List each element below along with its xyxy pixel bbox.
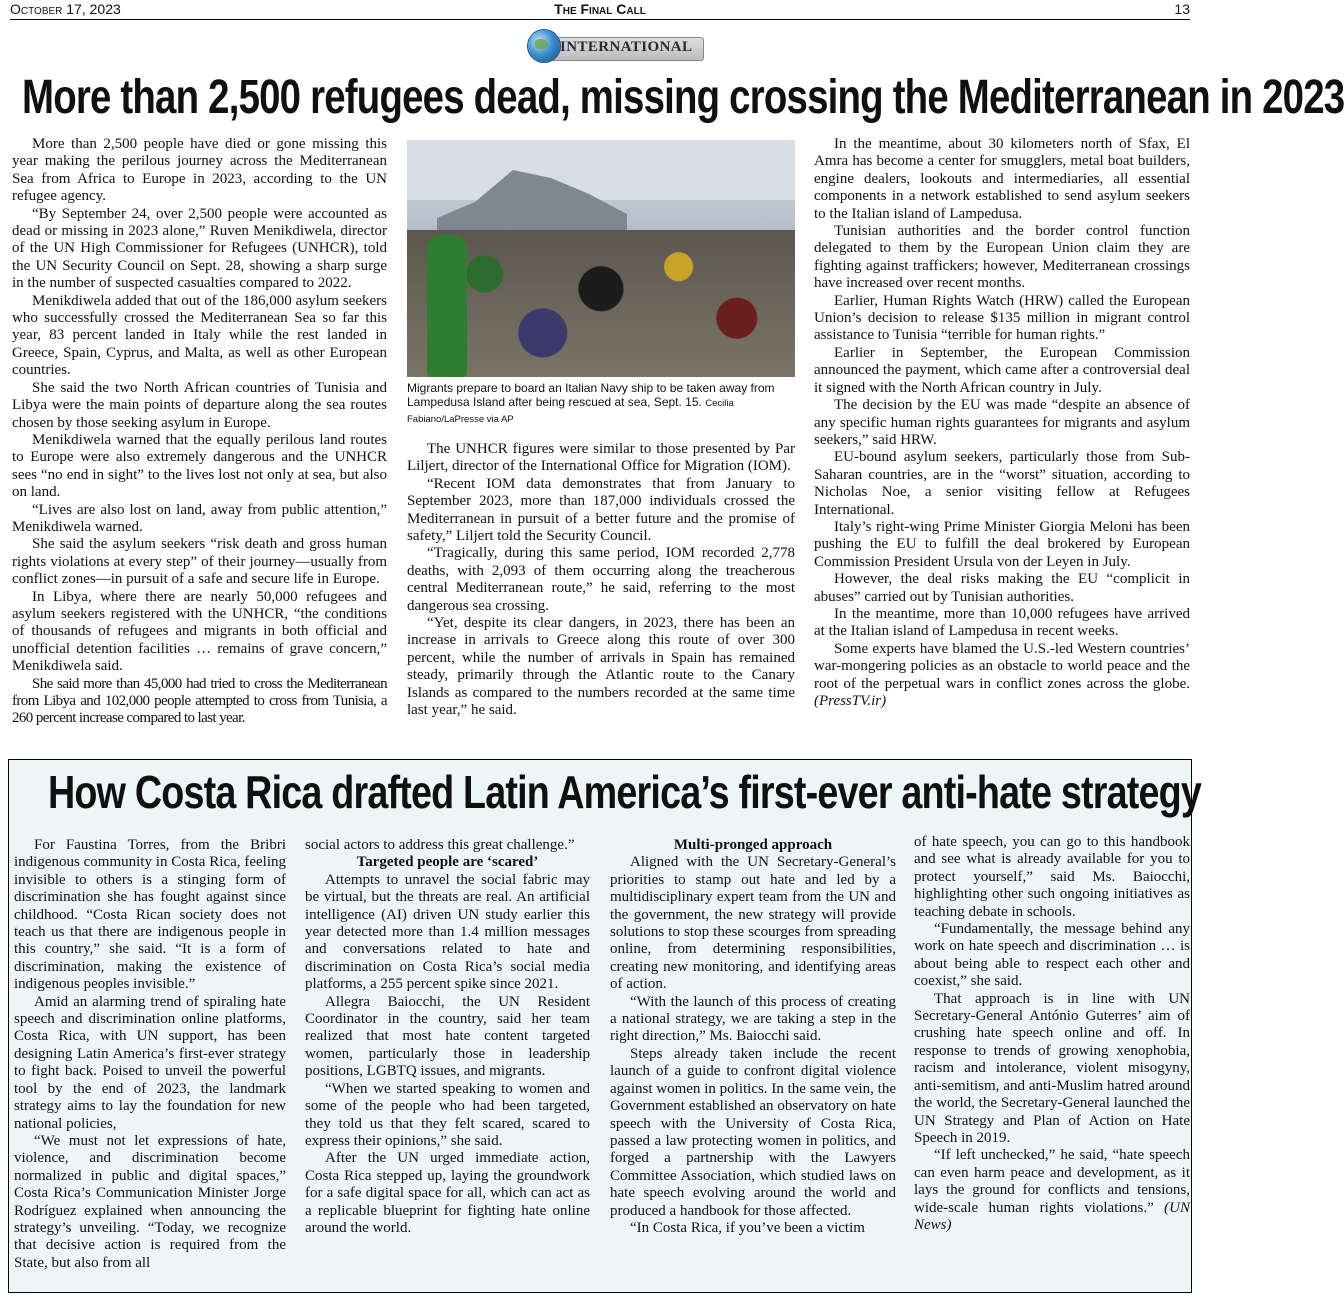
- photo-caption: [407, 381, 795, 427]
- article2-headline: How Costa Rica drafted Latin America’s first-ever anti-hate strategy: [48, 766, 1202, 818]
- paragraph: In Libya, where there are nearly 50,000 refugees and asylum seekers registered with the UNHCR, “the conditions of thousands of refugees and migrants in both official and unofficial detention facilities … remains of grave concern,” Menikdiwela said.: [12, 588, 387, 675]
- paragraph: In the meantime, about 30 kilometers north of Sfax, El Amra has become a center for smugglers, metal boat builders, engine dealers, lookouts and intermediaries, all essential components in a network established to send asylum seekers to the Italian island of Lampedusa.: [814, 136, 1190, 222]
- paragraph: Aligned with the UN Secretary-General’s priorities to stamp out hate and led by a multidisciplinary expert team from the UN and the government, the new strategy will provide solutions to stop these scourges from spreading online, from determining responsibilities, creating new monitoring, and identifying areas of action.: [610, 854, 896, 993]
- article2-column-3: [610, 837, 896, 1237]
- photo-figure: [427, 235, 467, 377]
- paragraph: That approach is in line with UN Secretary-General António Guterres’ aim of crushing hate speech online and off. In response to trends of growing xenophobia, racism and intolerance, violent misogyny, anti-semitism, and anti-Muslim hatred around the world, the Secretary-General launched the UN Strategy and Plan of Action on Hate Speech in 2019.: [914, 990, 1190, 1146]
- paragraph-text: “If left unchecked,” he said, “hate speech can even harm peace and development, as it lays the ground for conflicts and tensions, wide-scale human rights violations.”: [914, 1147, 1190, 1216]
- paragraph: of hate speech, you can go to this handbook and see what is already available for you to protect yourself,” said Ms. Baiocchi, highlighting other such ongoing initiatives as teaching debate in schools.: [914, 834, 1190, 920]
- masthead: [10, 1, 1190, 19]
- article1-column-2: [407, 441, 795, 720]
- paragraph: “In Costa Rica, if you’ve been a victim: [630, 1219, 865, 1236]
- paragraph: In the meantime, more than 10,000 refugees have arrived at the Italian island of Lampedusa in recent weeks.: [814, 605, 1190, 640]
- paragraph: “When we started speaking to women and some of the people who had been targeted, they told us that they felt scared, scared to express their opinions,” she said.: [305, 1080, 590, 1149]
- article1-source: (PressTV.ir): [814, 693, 887, 709]
- top-rule: [10, 19, 1190, 20]
- article2-source: (UN News): [914, 1199, 1191, 1233]
- paragraph: She said the two North African countries of Tunisia and Libya were the main points of departure along the sea routes chosen by those seeking asylum in Europe.: [12, 379, 387, 431]
- paragraph: “We must not let expressions of hate, violence, and discrimination become normalized in public and digital spaces,” Costa Rica’s Communication Minister Jorge Rodríguez explained when announcing the strategy’s unveiling. “Today, we recognize that decisive action is required from the State, but also from all: [14, 1132, 286, 1271]
- paragraph: EU-bound asylum seekers, particularly those from Sub-Saharan countries, are in the “worst” situation, according to Nicholas Noe, a senior visiting fellow at Refugees International.: [814, 449, 1190, 518]
- paragraph: “Yet, despite its clear dangers, in 2023, there has been an increase in arrivals to Greece along this route of over 300 percent, while the number of arrivals in Spain has remained steady, primarily through the Atlantic route to the Canary Islands as compared to the numbers recorded at the same time last year,” he said.: [407, 615, 795, 719]
- page-number: 13: [1174, 1, 1190, 17]
- caption-text: Migrants prepare to board an Italian Navy ship to be taken away from Lampedusa Island after being rescued at sea, Sept. 15.: [407, 381, 775, 409]
- article2-column-2: [305, 837, 590, 1237]
- paragraph: However, the deal risks making the EU “complicit in abuses” carried out by Tunisian authorities.: [814, 571, 1190, 605]
- paragraph: “Fundamentally, the message behind any work on hate speech and discrimination … is about being able to respect each other and coexist,” she said.: [914, 921, 1190, 990]
- paragraph: Tunisian authorities and the border control function delegated to them by the European Union claim they are fighting against traffickers; however, Mediterranean crossings have increased over recent months.: [814, 223, 1190, 292]
- paragraph-text: Some experts have blamed the U.S.-led Western countries’ war-mongering policies as an obstacle to world peace and the root of the perpetual wars in conflict zones across the globe.: [814, 640, 1190, 692]
- paragraph: “With the launch of this process of creating a national strategy, we are taking a step in the right direction,” Ms. Baiocchi said.: [610, 993, 896, 1045]
- issue-date: October 17, 2023: [10, 1, 121, 17]
- paragraph: Attempts to unravel the social fabric may be virtual, but the threats are real. An artificial intelligence (AI) driven UN study earlier this year detected more than 1.4 million messages and conversations related to hate and discrimination on Costa Rica’s social media platforms, a 255 percent spike since 2021.: [305, 871, 590, 993]
- paragraph: [814, 641, 1190, 711]
- photo-credit: Cecilia Fabiano/LaPresse via AP: [407, 398, 734, 425]
- paragraph: “By September 24, over 2,500 people were accounted as dead or missing in 2023 alone,” Ruven Menikdiwela, director of the UN High Commissioner for Refugees (UNHCR), told the UN Security Council on Sept. 28, showing a sharp surge in the number of suspected casualties compared to 2022.: [12, 205, 387, 292]
- paragraph: Menikdiwela warned that the equally perilous land routes to Europe were also extremely dangerous and the UNHCR sees “no end in sight” to the lives lost not only at sea, but also on land.: [12, 431, 387, 501]
- paragraph: She said more than 45,000 had tried to cross the Mediterranean from Libya and 102,000 people attempted to cross from Tunisia, a 260 percent increase compared to last year.: [12, 675, 387, 727]
- paragraph: She said the asylum seekers “risk death and gross human rights violations at every step” of their journey—usually from conflict zones—in pursuit of a safe and secure life in Europe.: [12, 536, 387, 588]
- paragraph: More than 2,500 people have died or gone missing this year making the perilous journey across the Mediterranean Sea from Africa to Europe in 2023, according to the UN refugee agency.: [12, 136, 387, 205]
- article1-column-3: [814, 136, 1190, 710]
- subhead-targeted: Targeted people are ‘scared’: [356, 854, 539, 871]
- migrants-photo: [407, 140, 795, 377]
- paragraph: “Lives are also lost on land, away from public attention,” Menikdiwela warned.: [12, 501, 387, 535]
- paragraph: For Faustina Torres, from the Bribri indigenous community in Costa Rica, feeling invisible to others is a stinging form of discrimination she has fought against since childhood. “Costa Rican society does not teach us that there are indigenous people in this country,” she said. “It is a form of discrimination, making the existence of indigenous peoples invisible.”: [14, 837, 286, 993]
- paragraph: Earlier in September, the European Commission announced the payment, which came after a controversial deal it signed with the North African country in July.: [814, 344, 1190, 396]
- section-label: INTERNATIONAL: [560, 39, 693, 55]
- paragraph: “Recent IOM data demonstrates that from January to September 2023, more than 187,000 individuals crossed the Mediterranean in pursuit of a better future and the promise of safety,” Liljert told the Security Council.: [407, 475, 795, 545]
- globe-icon: [528, 30, 560, 62]
- paragraph: Earlier, Human Rights Watch (HRW) called the European Union’s decision to release $135 million in migrant control assistance to Tunisia “terrible for human rights.”: [814, 292, 1190, 344]
- paragraph: “Tragically, during this same period, IOM recorded 2,778 deaths, with 2,093 of them occurring along the treacherous central Mediterranean route,” he said, referring to the most dangerous sea crossing.: [407, 545, 795, 614]
- subhead-multi-pronged: Multi-pronged approach: [673, 837, 833, 853]
- article2-column-1: [14, 837, 286, 1272]
- paragraph: Amid an alarming trend of spiraling hate speech and discrimination online platforms, Costa Rica, with UN support, has been designing Latin America’s first-ever strategy to fight back. Poised to unveil the powerful tool by the end of 2023, the landmark strategy aims to lay the foundation for new national policies,: [14, 993, 286, 1132]
- paragraph: Menikdiwela added that out of the 186,000 asylum seekers who successfully crossed the Mediterranean Sea so far this year, 83 percent landed in Italy while the rest landed in Greece, Spain, Cyprus, and Malta, as well as other European countries.: [12, 292, 387, 379]
- paragraph: The UNHCR figures were similar to those presented by Par Liljert, director of the International Office for Migration (IOM).: [407, 441, 795, 475]
- paragraph: Italy’s right-wing Prime Minister Giorgia Meloni has been pushing the EU to fulfill the deal brokered by European Commission President Ursula von der Leyen in July.: [814, 518, 1190, 570]
- paragraph: [914, 1147, 1190, 1234]
- newspaper-name: The Final Call: [554, 1, 646, 17]
- paragraph: The decision by the EU was made “despite an absence of any specific human rights guarantees for migrants and asylum seekers,” said HRW.: [814, 397, 1190, 448]
- paragraph: After the UN urged immediate action, Costa Rica stepped up, laying the groundwork for a safe digital space for all, which can act as a replicable blueprint for fighting hate online around the world.: [305, 1150, 590, 1236]
- paragraph: Allegra Baiocchi, the UN Resident Coordinator in the country, said her team realized that most hate content targeted women, particularly those in leadership positions, LGBTQ issues, and migrants.: [305, 993, 590, 1080]
- section-badge: [520, 28, 710, 68]
- article1-headline: More than 2,500 refugees dead, missing crossing the Mediterranean in 2023: [22, 71, 1344, 124]
- article2-column-4: [914, 834, 1190, 1234]
- photo-sky: [407, 140, 795, 200]
- paragraph: Steps already taken include the recent launch of a guide to confront digital violence against women in politics. In the same vein, the Government established an observatory on hate speech with the University of Costa Rica, passed a law protecting women in politics, and forged a partnership with the Lawyers Committee Association, which studied laws on hate speech evolving around the world and produced a handbook for those affected.: [610, 1045, 896, 1219]
- article1-column-1: [12, 136, 387, 728]
- paragraph: social actors to address this great challenge.”: [305, 837, 575, 853]
